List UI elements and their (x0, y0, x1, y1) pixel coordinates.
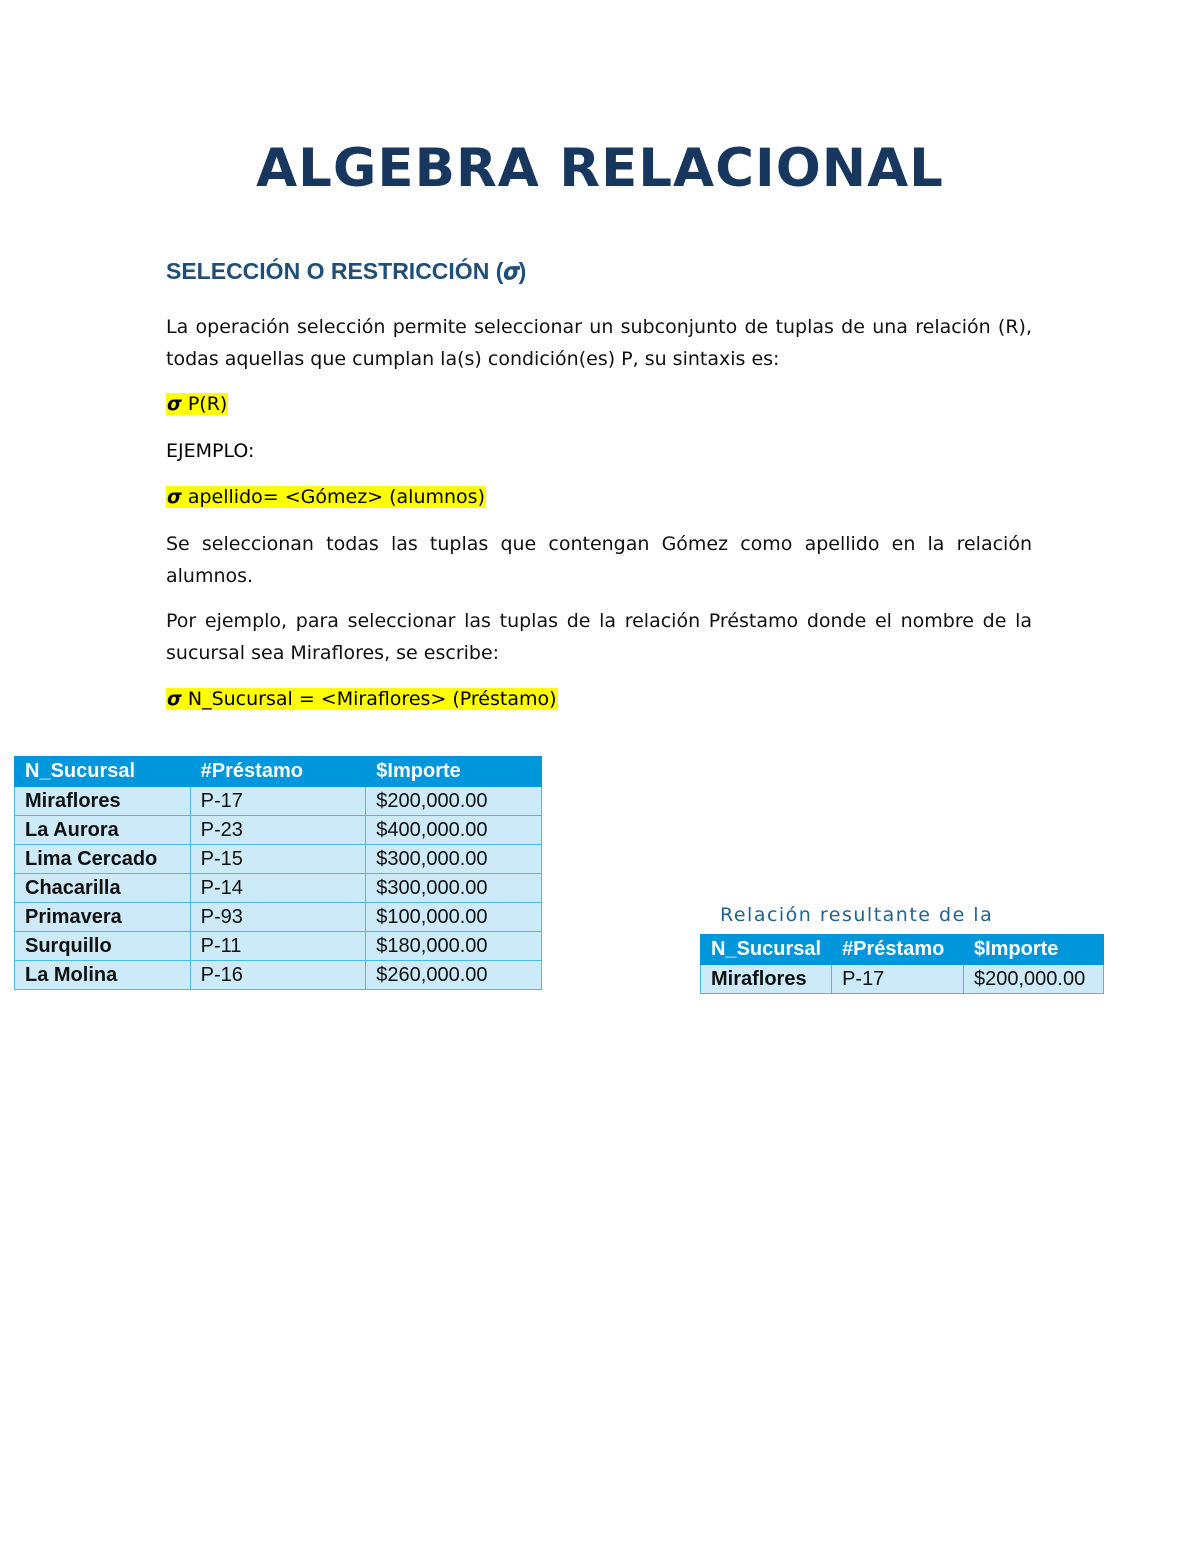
sigma-symbol: σ (167, 393, 182, 415)
table-row (15, 903, 542, 932)
table-row (15, 816, 542, 845)
cell-importe: $200,000.00 (963, 965, 1103, 994)
cell-prestamo: P-11 (190, 932, 366, 961)
cell-importe: $180,000.00 (366, 932, 542, 961)
table-header-row (15, 757, 542, 787)
cell-importe: $300,000.00 (366, 874, 542, 903)
cell-sucursal: La Molina (15, 961, 191, 990)
example2-description: Por ejemplo, para seleccionar las tuplas de la relación Préstamo donde el nombre de la sucursal sea Miraflores, se escribe: (166, 610, 1032, 664)
cell-sucursal: Lima Cercado (15, 845, 191, 874)
sigma-symbol: σ (167, 486, 182, 508)
cell-sucursal: Miraflores (701, 965, 832, 994)
header-n-sucursal: N_Sucursal (15, 757, 191, 787)
prestamo-table (14, 756, 542, 990)
result-caption: Relación resultante de la (720, 904, 994, 926)
syntax-highlight (166, 393, 228, 415)
table-row (15, 874, 542, 903)
header-importe: $Importe (366, 757, 542, 787)
page-title: ALGEBRA RELACIONAL (256, 138, 944, 199)
intro-paragraph: La operación selección permite seleccionar un subconjunto de tuplas de una relación (R), todas aquellas que cumplan la(s) condición(es) P, su sintaxis es: (166, 316, 1032, 370)
cell-importe: $200,000.00 (366, 787, 542, 816)
table-row (15, 932, 542, 961)
header-prestamo: #Préstamo (190, 757, 366, 787)
example-label: EJEMPLO: (166, 440, 255, 462)
table-header-row (701, 935, 1104, 965)
table-row (701, 965, 1104, 994)
header-importe: $Importe (963, 935, 1103, 965)
header-n-sucursal: N_Sucursal (701, 935, 832, 965)
example1-highlight (166, 486, 486, 508)
example2-formula-text: N_Sucursal = <Miraflores> (Préstamo) (181, 688, 557, 710)
syntax-formula (166, 390, 228, 418)
cell-importe: $260,000.00 (366, 961, 542, 990)
table-row (15, 961, 542, 990)
example2-formula (166, 685, 558, 713)
example1-formula (166, 483, 486, 511)
example1-description: Se seleccionan todas las tuplas que contengan Gómez como apellido en la relación alumnos. (166, 533, 1032, 587)
cell-prestamo: P-23 (190, 816, 366, 845)
sigma-symbol: σ (167, 688, 182, 710)
cell-prestamo: P-17 (832, 965, 964, 994)
header-prestamo: #Préstamo (832, 935, 964, 965)
cell-importe: $100,000.00 (366, 903, 542, 932)
cell-prestamo: P-17 (190, 787, 366, 816)
section-heading: SELECCIÓN O RESTRICCIÓN (𝝈) (166, 258, 527, 284)
cell-sucursal: Chacarilla (15, 874, 191, 903)
syntax-text: P(R) (181, 393, 228, 415)
cell-sucursal: Miraflores (15, 787, 191, 816)
cell-prestamo: P-93 (190, 903, 366, 932)
result-table (700, 934, 1104, 994)
cell-prestamo: P-15 (190, 845, 366, 874)
cell-sucursal: Surquillo (15, 932, 191, 961)
cell-importe: $300,000.00 (366, 845, 542, 874)
table-row (15, 787, 542, 816)
example1-formula-text: apellido= <Gómez> (alumnos) (181, 486, 485, 508)
cell-prestamo: P-14 (190, 874, 366, 903)
cell-sucursal: Primavera (15, 903, 191, 932)
cell-prestamo: P-16 (190, 961, 366, 990)
table-row (15, 845, 542, 874)
cell-sucursal: La Aurora (15, 816, 191, 845)
example2-highlight (166, 688, 558, 710)
cell-importe: $400,000.00 (366, 816, 542, 845)
